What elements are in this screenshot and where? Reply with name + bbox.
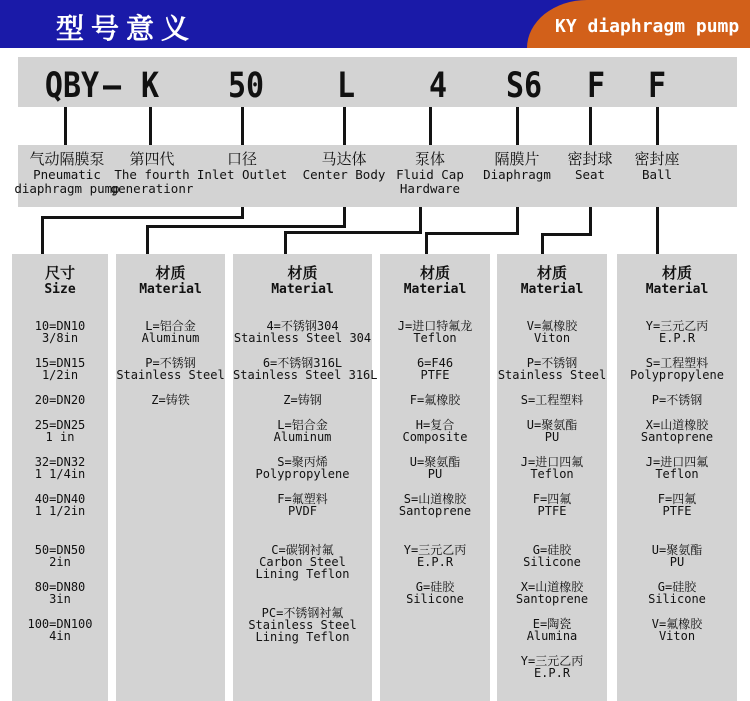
drop-line: [149, 107, 152, 145]
material-entry: [380, 320, 490, 344]
entry-english: PVDF: [288, 504, 317, 518]
entry-code: X=山道橡胶: [645, 418, 709, 432]
entry-code: 6=F46: [416, 356, 454, 370]
column-seat-material: [497, 254, 607, 701]
entry-code: Y=三元乙丙: [645, 319, 709, 333]
connector-line: [541, 233, 592, 236]
entry-english: 3in: [49, 592, 71, 606]
entry-english: Viton: [658, 629, 696, 643]
material-entry: [497, 357, 607, 381]
brand-badge: [527, 0, 750, 48]
entry-english: 4in: [49, 629, 71, 643]
column-entry-list: [617, 320, 737, 642]
material-entry: [497, 456, 607, 480]
material-entry: [233, 607, 372, 643]
column-ball-material: [617, 254, 737, 701]
entry-english: E.P.R: [658, 331, 696, 345]
entry-code: S=聚丙烯: [277, 455, 328, 469]
connector-line: [41, 216, 244, 219]
drop-line: [656, 107, 659, 145]
entry-code: 25=DN25: [34, 418, 86, 432]
material-entry: [12, 493, 108, 517]
material-entry: [380, 493, 490, 517]
column-header-en: Material: [271, 282, 334, 297]
entry-english: Carbon Steel: [259, 555, 346, 569]
entry-code: 100=DN100: [27, 617, 93, 631]
model-code-bar: [18, 57, 737, 107]
entry-english: Lining Teflon: [255, 630, 350, 644]
material-entry: [380, 456, 490, 480]
entry-code: 4=不锈钢304: [266, 319, 339, 333]
segment-label-en: diaphragm pump: [14, 181, 120, 196]
entry-code: X=山道橡胶: [520, 580, 584, 594]
column-header-zh: 材质: [287, 264, 318, 282]
material-entry: [617, 320, 737, 344]
segment-label-en: Inlet Outlet: [196, 167, 288, 182]
material-entry: [497, 655, 607, 679]
segment-label: [567, 150, 612, 182]
material-entry: [617, 419, 737, 443]
entry-english: Stainless Steel: [497, 368, 607, 382]
entry-code: 40=DN40: [34, 492, 86, 506]
entry-english: Santoprene: [398, 504, 472, 518]
entry-english: PU: [669, 555, 685, 569]
entry-code: Y=三元乙丙: [520, 654, 584, 668]
entry-code: 80=DN80: [34, 580, 86, 594]
material-entry: [233, 419, 372, 443]
entry-code: H=复合: [415, 418, 455, 432]
segment-label-en: Seat: [574, 167, 606, 182]
header-bar: [0, 0, 750, 48]
entry-english: Aluminum: [273, 430, 332, 444]
entry-english: 1 1/4in: [34, 467, 86, 481]
entry-english: PU: [544, 430, 560, 444]
material-entry: [497, 581, 607, 605]
connector-line: [425, 232, 519, 235]
material-entry: [12, 544, 108, 568]
column-header: [233, 254, 372, 298]
entry-code: U=聚氨酯: [526, 418, 578, 432]
entry-english: Silicone: [648, 592, 706, 606]
model-code-token: L: [336, 66, 356, 107]
entry-code: PC=不锈钢衬氟: [261, 606, 344, 620]
entry-english: Polypropylene: [630, 368, 724, 382]
entry-code: F=四氟: [532, 492, 572, 506]
material-entry: [12, 456, 108, 480]
entry-english: PU: [427, 467, 443, 481]
model-code-token: K: [140, 66, 160, 107]
material-entry: [617, 394, 737, 406]
material-entry: [233, 320, 372, 344]
column-header-zh: 材质: [419, 264, 450, 282]
model-code-token: QBY: [44, 66, 100, 107]
material-entry: [497, 544, 607, 568]
connector-line: [589, 207, 592, 233]
entry-english: E.P.R: [416, 555, 454, 569]
column-diaphragm-material: [380, 254, 490, 701]
segment-label-zh: 泵体: [414, 150, 446, 168]
brand-badge-label: KY diaphragm pump: [555, 16, 740, 37]
column-header-en: Material: [403, 282, 467, 297]
entry-code: 50=DN50: [34, 543, 86, 557]
material-entry: [617, 618, 737, 642]
entry-english: Stainless Steel 316L: [233, 368, 378, 382]
material-entry: [233, 394, 372, 406]
drop-line: [64, 107, 67, 145]
segment-label-en: Hardware: [399, 181, 461, 196]
entry-code: F=氟橡胶: [409, 393, 461, 407]
connector-line: [656, 207, 659, 254]
model-code-token: 50: [227, 66, 265, 107]
column-header: [497, 254, 607, 298]
entry-english: Santoprene: [640, 430, 714, 444]
connector-line: [41, 216, 44, 254]
segment-label-zh: 隔膜片: [494, 150, 540, 168]
column-header-zh: 材质: [661, 264, 692, 282]
material-entry: [233, 544, 372, 580]
entry-english: Polypropylene: [255, 467, 350, 481]
segment-label-en: generationr: [110, 181, 194, 196]
connector-line: [516, 207, 519, 232]
segment-labels-bar: [14, 145, 737, 207]
column-fluid-cap-material: [233, 254, 378, 701]
entry-code: P=不锈钢: [651, 393, 703, 407]
connector-line: [146, 225, 149, 254]
entry-code: 20=DN20: [34, 393, 86, 407]
column-header: [617, 254, 737, 298]
segment-label-zh: 第四代: [129, 150, 175, 168]
material-entry: [380, 419, 490, 443]
entry-english: Teflon: [530, 467, 574, 481]
material-entry: [12, 357, 108, 381]
entry-english: Aluminum: [141, 331, 200, 345]
segment-label: [111, 150, 194, 196]
entry-code: L=铝合金: [145, 319, 196, 333]
drop-line: [516, 107, 519, 145]
page-title: 型号意义: [56, 12, 197, 45]
entry-code: P=不锈钢: [526, 356, 578, 370]
material-entry: [380, 544, 490, 568]
entry-code: J=进口特氟龙: [397, 319, 473, 333]
entry-code: E=陶瓷: [532, 617, 572, 631]
entry-english: 3/8in: [41, 331, 79, 345]
entry-code: G=硅胶: [415, 580, 455, 594]
entry-english: PTFE: [420, 368, 450, 382]
entry-english: PTFE: [662, 504, 692, 518]
entry-english: Alumina: [526, 629, 578, 643]
material-entry: [617, 544, 737, 568]
column-header-zh: 材质: [155, 264, 186, 282]
material-entry: [233, 356, 378, 382]
column-header-en: Material: [520, 282, 584, 297]
entry-code: U=聚氨酯: [409, 455, 461, 469]
connector-line: [146, 225, 346, 228]
segment-label-en: Pneumatic: [33, 167, 101, 182]
material-entry: [12, 320, 108, 344]
segment-label: [14, 150, 119, 196]
segment-label-zh: 密封座: [634, 150, 680, 168]
entry-code: G=硅胶: [532, 543, 572, 557]
model-code-token: S6: [505, 66, 543, 107]
drop-line: [589, 107, 592, 145]
column-header-en: Size: [44, 282, 76, 297]
entry-code: F=氟塑料: [277, 492, 328, 506]
segment-label: [396, 150, 464, 196]
material-entry: [380, 581, 490, 605]
entry-code: S=工程塑料: [645, 356, 709, 370]
material-entry: [12, 618, 108, 642]
material-entry: [12, 581, 108, 605]
drop-line: [429, 107, 432, 145]
material-entry: [497, 320, 607, 344]
entry-english: 2in: [49, 555, 71, 569]
column-entry-list: [116, 320, 225, 406]
segment-label-zh: 马达体: [321, 150, 367, 168]
segment-label: [634, 150, 679, 182]
segment-label-en: Fluid Cap: [396, 167, 464, 182]
column-header-en: Material: [139, 282, 202, 297]
segment-label-en: Ball: [641, 167, 673, 182]
column-size: [12, 254, 108, 701]
entry-english: 1/2in: [41, 368, 79, 382]
material-entry: [233, 493, 372, 517]
column-header-zh: 材质: [536, 264, 567, 282]
entry-code: S=山道橡胶: [403, 492, 467, 506]
connector-line: [241, 207, 244, 216]
model-code-token: 4: [428, 66, 448, 107]
column-header-zh: 尺寸: [44, 264, 75, 282]
entry-code: 6=不锈钢316L: [262, 356, 343, 370]
material-entry: [233, 456, 372, 480]
material-entry: [497, 493, 607, 517]
entry-english: Stainless Steel: [248, 618, 357, 632]
column-entry-list: [497, 320, 607, 679]
segment-label-zh: 气动隔膜泵: [29, 150, 105, 168]
column-header: [380, 254, 490, 298]
material-entry: [12, 394, 108, 406]
entry-code: C=碳钢衬氟: [271, 543, 334, 557]
segment-label: [197, 150, 287, 182]
connector-line: [425, 232, 428, 254]
column-header: [12, 254, 108, 298]
model-code-token: F: [586, 66, 606, 107]
connector-line: [541, 233, 544, 254]
entry-english: Teflon: [655, 467, 699, 481]
material-entry: [617, 357, 737, 381]
segment-label-en: Center Body: [302, 167, 386, 182]
entry-english: Teflon: [413, 331, 457, 345]
entry-english: E.P.R: [533, 666, 571, 680]
entry-code: V=氟橡胶: [651, 617, 703, 631]
material-entry: [617, 456, 737, 480]
connector-line: [343, 207, 346, 225]
segment-label-zh: 口径: [226, 150, 257, 168]
material-entry: [617, 581, 737, 605]
column-center-body-material: [116, 254, 225, 701]
model-code-token: –: [102, 66, 122, 107]
column-entry-list: [12, 320, 108, 642]
entry-english: Stainless Steel 304: [233, 331, 372, 345]
entry-english: PTFE: [537, 504, 567, 518]
entry-english: Silicone: [523, 555, 581, 569]
entry-code: J=进口四氟: [645, 455, 709, 469]
entry-code: Y=三元乙丙: [403, 543, 467, 557]
entry-code: Z=铸铁: [151, 393, 190, 407]
entry-code: U=聚氨酯: [651, 543, 703, 557]
column-header: [116, 254, 225, 298]
entry-english: 1 1/2in: [34, 504, 86, 518]
material-entry: [497, 394, 607, 406]
segment-label-en: Diaphragm: [483, 167, 551, 182]
entry-code: J=进口四氟: [520, 455, 584, 469]
segment-label-zh: 密封球: [567, 150, 613, 168]
connector-line: [284, 231, 422, 234]
segment-label-en: The fourth: [114, 167, 190, 182]
entry-english: Stainless Steel: [116, 368, 225, 382]
material-entry: [497, 618, 607, 642]
model-code-token: F: [647, 66, 667, 107]
drop-line: [241, 107, 244, 145]
material-entry: [380, 394, 490, 406]
entry-english: 1 in: [45, 430, 75, 444]
material-entry: [380, 357, 490, 381]
material-entry: [116, 394, 225, 406]
material-entry: [497, 419, 607, 443]
entry-code: G=硅胶: [657, 580, 697, 594]
entry-code: P=不锈钢: [145, 356, 196, 370]
entry-code: F=四氟: [657, 492, 697, 506]
segment-label: [483, 150, 551, 182]
column-entry-list: [233, 319, 378, 644]
material-entry: [116, 320, 225, 344]
entry-code: 15=DN15: [34, 356, 86, 370]
entry-code: 10=DN10: [34, 319, 86, 333]
entry-english: Silicone: [406, 592, 464, 606]
entry-code: Z=铸钢: [283, 393, 322, 407]
connector-line: [419, 207, 422, 231]
column-header-en: Material: [645, 282, 709, 297]
material-entry: [116, 357, 225, 381]
material-entry: [617, 493, 737, 517]
entry-english: Santoprene: [515, 592, 589, 606]
material-entry: [12, 419, 108, 443]
entry-code: V=氟橡胶: [526, 319, 578, 333]
entry-code: S=工程塑料: [520, 393, 584, 407]
entry-code: 32=DN32: [34, 455, 86, 469]
column-entry-list: [380, 320, 490, 605]
connector-line: [284, 231, 287, 254]
entry-english: Lining Teflon: [255, 567, 350, 581]
segment-label: [303, 150, 386, 182]
entry-english: Composite: [402, 430, 468, 444]
drop-line: [343, 107, 346, 145]
entry-code: L=铝合金: [277, 418, 328, 432]
entry-english: Viton: [533, 331, 571, 345]
